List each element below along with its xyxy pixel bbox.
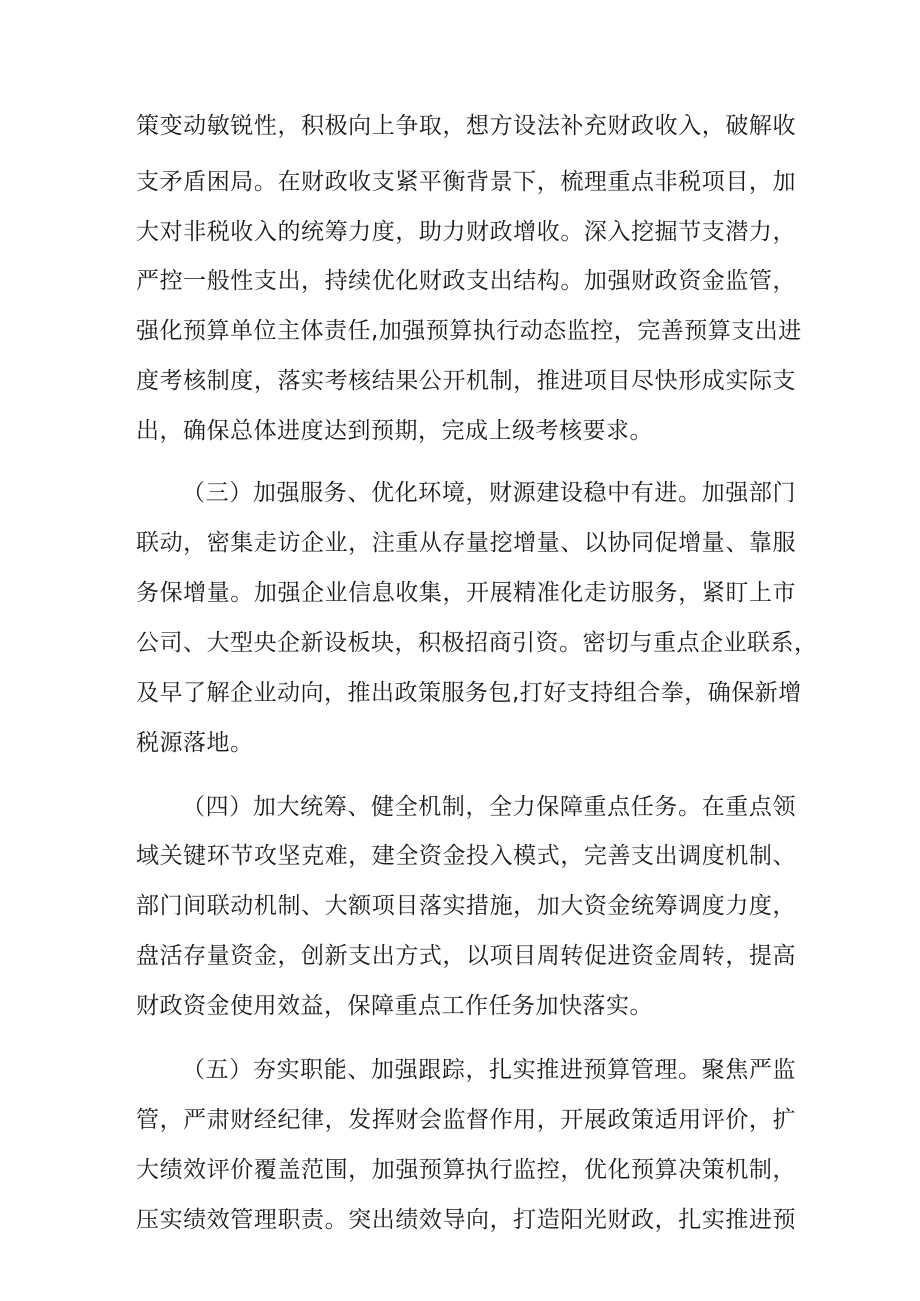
text-line: 财政资金使用效益，保障重点工作任务加快落实。 xyxy=(136,993,653,1019)
text-line: 严控一般性支出，持续优化财政支出结构。加强财政资金监管， xyxy=(136,268,796,294)
section-heading-line: （三）加强服务、优化环境，财源建设稳中有进。加强部门 xyxy=(182,480,796,506)
text-line: 及早了解企业动向，推出政策服务包,打好支持组合拳，确保新增 xyxy=(136,680,802,706)
text-line: 出，确保总体进度达到预期，完成上级考核要求。 xyxy=(136,418,653,444)
text-line: 压实绩效管理职责。突出绩效导向，打造阳光财政，扎实推进预 xyxy=(136,1207,796,1233)
text-line: 联动，密集走访企业，注重从存量挖增量、以协同促增量、靠服 xyxy=(136,530,796,556)
section-heading-line: （四）加大统筹、健全机制，全力保障重点任务。在重点领 xyxy=(182,794,796,820)
text-line: 管，严肃财经纪律，发挥财会监督作用，开展政策适用评价，扩 xyxy=(136,1107,796,1133)
text-line: 盘活存量资金，创新支出方式，以项目周转促进资金周转，提高 xyxy=(136,943,796,969)
text-line: 务保增量。加强企业信息收集，开展精准化走访服务，紧盯上市 xyxy=(136,580,796,606)
text-line: 支矛盾困局。在财政收支紧平衡背景下，梳理重点非税项目，加 xyxy=(136,169,796,195)
text-line: 税源落地。 xyxy=(136,730,254,756)
text-line: 大绩效评价覆盖范围，加强预算执行监控，优化预算决策机制， xyxy=(136,1157,796,1183)
text-line: 策变动敏锐性，积极向上争取，想方设法补充财政收入，破解收 xyxy=(136,113,796,139)
text-line: 度考核制度，落实考核结果公开机制，推进项目尽快形成实际支 xyxy=(136,368,796,394)
text-line: 强化预算单位主体责任,加强预算执行动态监控，完善预算支出进 xyxy=(136,318,802,344)
text-line: 大对非税收入的统筹力度，助力财政增收。深入挖掘节支潜力， xyxy=(136,219,796,245)
section-heading-line: （五）夯实职能、加强跟踪，扎实推进预算管理。聚焦严监 xyxy=(182,1057,796,1083)
text-line: 域关键环节攻坚克难，建全资金投入模式，完善支出调度机制、 xyxy=(136,843,796,869)
text-line: 部门间联动机制、大额项目落实措施，加大资金统筹调度力度， xyxy=(136,893,796,919)
text-line: 公司、大型央企新设板块，积极招商引资。密切与重点企业联系， xyxy=(136,630,818,656)
